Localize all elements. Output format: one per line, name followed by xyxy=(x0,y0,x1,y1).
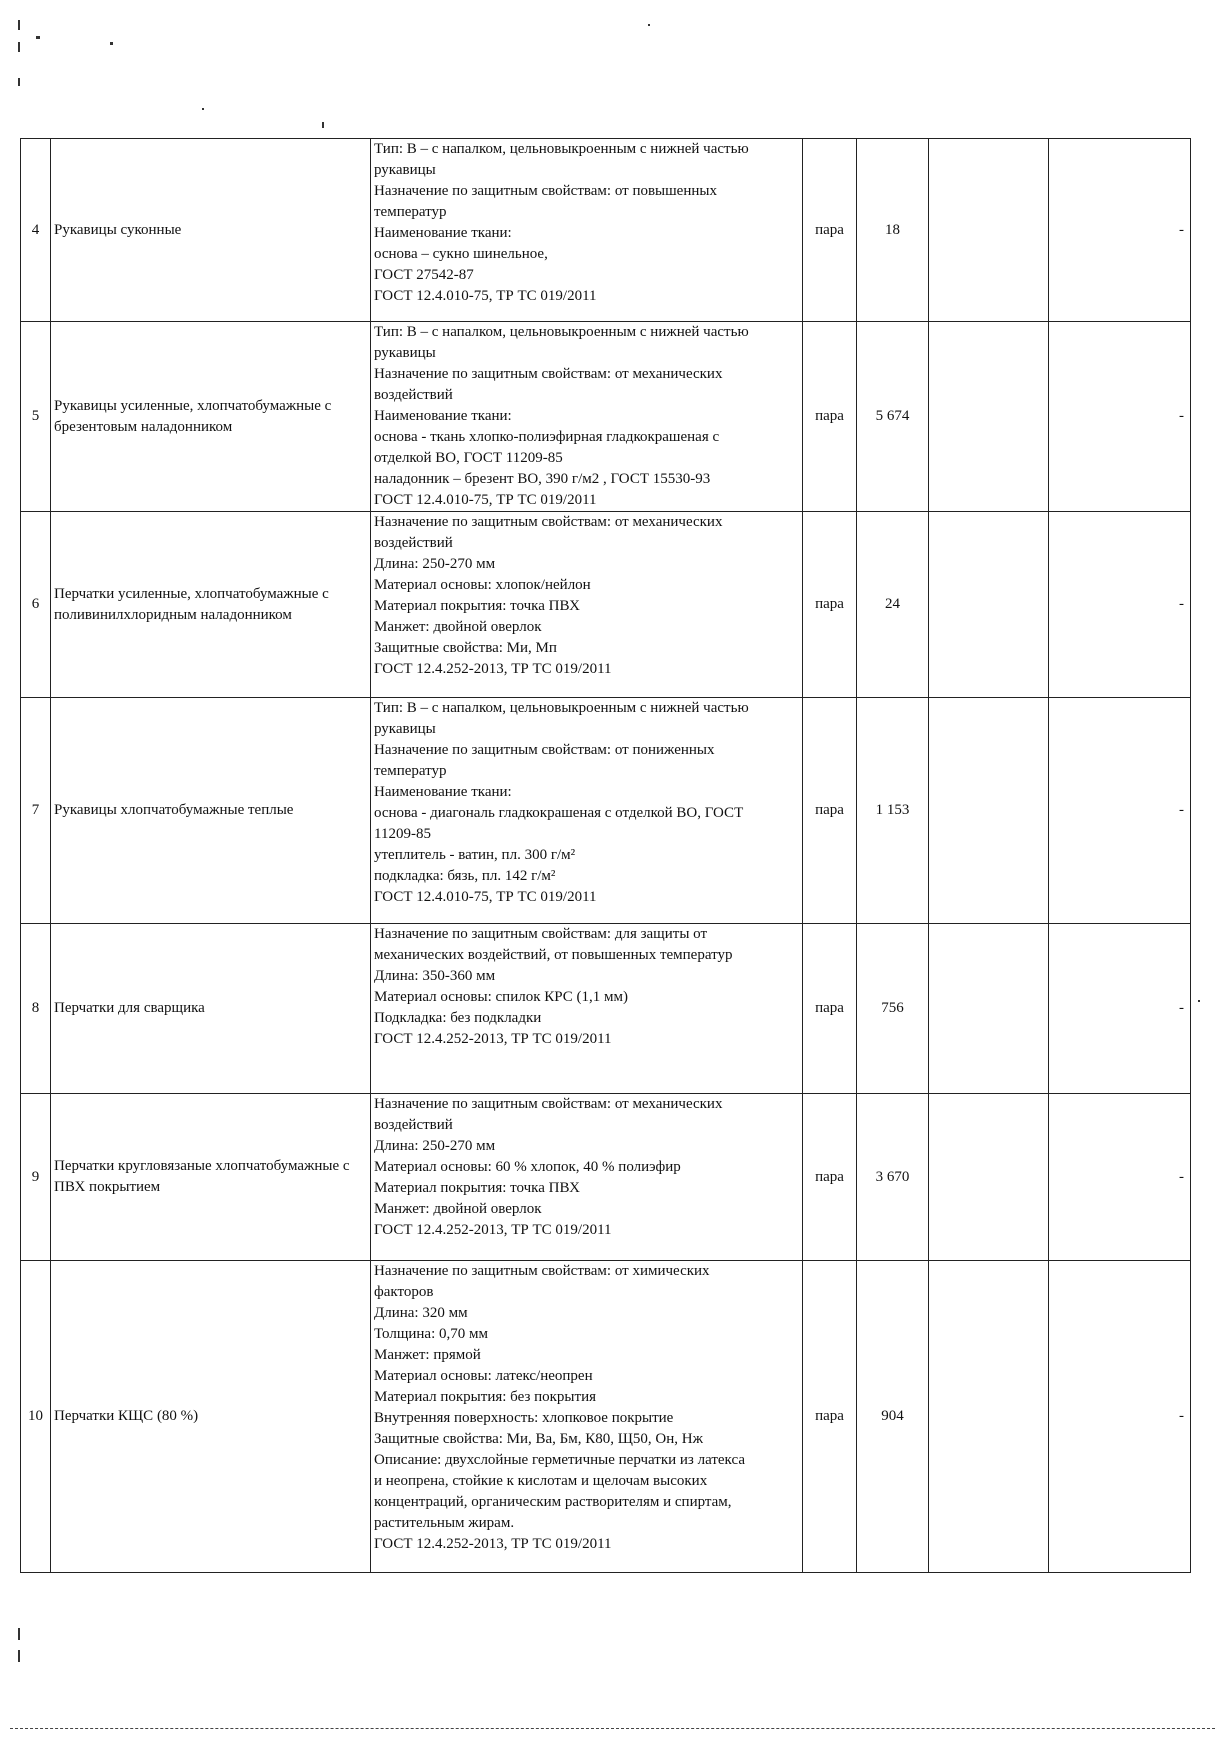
description-line: ГОСТ 12.4.252-2013, ТР ТС 019/2011 xyxy=(374,1031,612,1047)
scan-speck xyxy=(110,42,113,45)
dash-cell: - xyxy=(1049,924,1191,1094)
description-line: рукавицы xyxy=(374,162,436,178)
empty-cell xyxy=(929,139,1049,322)
unit-cell: пара xyxy=(803,1261,857,1573)
description-line: концентраций, органическим растворителям и спиртам, xyxy=(374,1494,732,1510)
scan-speck xyxy=(648,24,650,26)
empty-cell xyxy=(929,698,1049,924)
description-line: Длина: 250-270 мм xyxy=(374,556,496,572)
item-description xyxy=(371,1261,803,1573)
scan-speck xyxy=(202,108,204,110)
table-row xyxy=(21,512,1191,698)
description-line: Наименование ткани: xyxy=(374,408,512,424)
item-description xyxy=(371,139,803,322)
item-name: Перчатки кругловязаные хлопчатобумажные с ПВХ покрытием xyxy=(51,1094,371,1261)
item-name: Рукавицы усиленные, хлопчатобумажные с брезентовым наладонником xyxy=(51,322,371,512)
dash-cell: - xyxy=(1049,1094,1191,1261)
description-line: Тип: В – с напалком, цельновыкроенным с нижней частью xyxy=(374,700,749,716)
bottom-cut-line xyxy=(10,1728,1215,1729)
scan-speck xyxy=(1198,1000,1200,1002)
description-line: Манжет: прямой xyxy=(374,1347,481,1363)
description-line: ГОСТ 12.4.252-2013, ТР ТС 019/2011 xyxy=(374,1222,612,1238)
scan-speck xyxy=(18,20,20,30)
description-line: Назначение по защитным свойствам: от повышенных xyxy=(374,183,717,199)
description-line: ГОСТ 27542-87 xyxy=(374,267,474,283)
row-number: 6 xyxy=(21,512,51,698)
empty-cell xyxy=(929,322,1049,512)
description-line: Наименование ткани: xyxy=(374,784,512,800)
description-line: ГОСТ 12.4.010-75, ТР ТС 019/2011 xyxy=(374,889,597,905)
description-line: основа - ткань хлопко-полиэфирная гладкокрашеная с xyxy=(374,429,720,445)
description-line: Назначение по защитным свойствам: от химических xyxy=(374,1263,710,1279)
description-line: основа – сукно шинельное, xyxy=(374,246,548,262)
item-description xyxy=(371,322,803,512)
table-row xyxy=(21,1261,1191,1573)
empty-cell xyxy=(929,924,1049,1094)
item-description xyxy=(371,698,803,924)
description-line: Защитные свойства: Ми, Ва, Бм, К80, Щ50, Он, Нж xyxy=(374,1431,703,1447)
dash-cell: - xyxy=(1049,698,1191,924)
row-number: 7 xyxy=(21,698,51,924)
table-row xyxy=(21,1094,1191,1261)
description-line: растительным жирам. xyxy=(374,1515,515,1531)
description-line: ГОСТ 12.4.010-75, ТР ТС 019/2011 xyxy=(374,492,597,508)
quantity-cell: 904 xyxy=(857,1261,929,1573)
dash-cell: - xyxy=(1049,139,1191,322)
table-row xyxy=(21,924,1191,1094)
description-line: и неопрена, стойкие к кислотам и щелочам высоких xyxy=(374,1473,708,1489)
unit-cell: пара xyxy=(803,512,857,698)
description-line: Защитные свойства: Ми, Мп xyxy=(374,640,557,656)
description-line: Манжет: двойной оверлок xyxy=(374,1201,542,1217)
description-line: факторов xyxy=(374,1284,434,1300)
description-line: Тип: В – с напалком, цельновыкроенным с нижней частью xyxy=(374,141,749,157)
description-line: ГОСТ 12.4.010-75, ТР ТС 019/2011 xyxy=(374,288,597,304)
description-line: Длина: 320 мм xyxy=(374,1305,468,1321)
dash-cell: - xyxy=(1049,1261,1191,1573)
scan-speck xyxy=(18,78,20,86)
description-line: Материал основы: латекс/неопрен xyxy=(374,1368,593,1384)
description-line: Материал покрытия: точка ПВХ xyxy=(374,598,580,614)
table-row xyxy=(21,322,1191,512)
description-line: Назначение по защитным свойствам: от механических xyxy=(374,1096,723,1112)
description-line: наладонник – брезент ВО, 390 г/м2 , ГОСТ 15530-93 xyxy=(374,471,711,487)
item-description xyxy=(371,924,803,1094)
description-line: Материал покрытия: точка ПВХ xyxy=(374,1180,580,1196)
description-line: механических воздействий, от повышенных температур xyxy=(374,947,733,963)
item-name: Перчатки КЩС (80 %) xyxy=(51,1261,371,1573)
description-line: Назначение по защитным свойствам: от пониженных xyxy=(374,742,715,758)
row-number: 10 xyxy=(21,1261,51,1573)
quantity-cell: 1 153 xyxy=(857,698,929,924)
dash-cell: - xyxy=(1049,512,1191,698)
description-line: Материал покрытия: без покрытия xyxy=(374,1389,596,1405)
unit-cell: пара xyxy=(803,1094,857,1261)
item-name: Рукавицы суконные xyxy=(51,139,371,322)
item-name: Перчатки усиленные, хлопчатобумажные с поливинилхлоридным наладонником xyxy=(51,512,371,698)
quantity-cell: 5 674 xyxy=(857,322,929,512)
description-line: Назначение по защитным свойствам: от механических xyxy=(374,514,723,530)
row-number: 4 xyxy=(21,139,51,322)
description-line: Подкладка: без подкладки xyxy=(374,1010,542,1026)
description-line: воздействий xyxy=(374,387,453,403)
items-table xyxy=(20,138,1191,1573)
description-line: Длина: 350-360 мм xyxy=(374,968,496,984)
description-line: Назначение по защитным свойствам: для защиты от xyxy=(374,926,708,942)
unit-cell: пара xyxy=(803,322,857,512)
description-line: температур xyxy=(374,763,447,779)
scan-speck xyxy=(322,122,324,128)
scan-speck xyxy=(18,42,20,52)
unit-cell: пара xyxy=(803,924,857,1094)
quantity-cell: 18 xyxy=(857,139,929,322)
row-number: 9 xyxy=(21,1094,51,1261)
description-line: ГОСТ 12.4.252-2013, ТР ТС 019/2011 xyxy=(374,1536,612,1552)
description-line: основа - диагональ гладкокрашеная с отделкой ВО, ГОСТ xyxy=(374,805,744,821)
scan-speck xyxy=(18,1650,20,1662)
quantity-cell: 756 xyxy=(857,924,929,1094)
empty-cell xyxy=(929,1261,1049,1573)
empty-cell xyxy=(929,1094,1049,1261)
row-number: 8 xyxy=(21,924,51,1094)
description-line: Описание: двухслойные герметичные перчатки из латекса xyxy=(374,1452,745,1468)
unit-cell: пара xyxy=(803,698,857,924)
item-description xyxy=(371,1094,803,1261)
description-line: Тип: В – с напалком, цельновыкроенным с нижней частью xyxy=(374,324,749,340)
item-description xyxy=(371,512,803,698)
quantity-cell: 24 xyxy=(857,512,929,698)
description-line: 11209-85 xyxy=(374,826,431,842)
description-line: Длина: 250-270 мм xyxy=(374,1138,496,1154)
description-line: Внутренняя поверхность: хлопковое покрытие xyxy=(374,1410,674,1426)
scan-speck xyxy=(36,36,40,39)
quantity-cell: 3 670 xyxy=(857,1094,929,1261)
dash-cell: - xyxy=(1049,322,1191,512)
description-line: утеплитель - ватин, пл. 300 г/м² xyxy=(374,847,576,863)
description-line: Манжет: двойной оверлок xyxy=(374,619,542,635)
description-line: Материал основы: 60 % хлопок, 40 % полиэфир xyxy=(374,1159,681,1175)
description-line: отделкой ВО, ГОСТ 11209-85 xyxy=(374,450,563,466)
description-line: Толщина: 0,70 мм xyxy=(374,1326,488,1342)
scan-speck xyxy=(18,1628,20,1640)
description-line: температур xyxy=(374,204,447,220)
row-number: 5 xyxy=(21,322,51,512)
empty-cell xyxy=(929,512,1049,698)
description-line: Назначение по защитным свойствам: от механических xyxy=(374,366,723,382)
item-name: Перчатки для сварщика xyxy=(51,924,371,1094)
description-line: ГОСТ 12.4.252-2013, ТР ТС 019/2011 xyxy=(374,661,612,677)
unit-cell: пара xyxy=(803,139,857,322)
description-line: воздействий xyxy=(374,535,453,551)
table-row xyxy=(21,698,1191,924)
description-line: Материал основы: спилок КРС (1,1 мм) xyxy=(374,989,629,1005)
description-line: воздействий xyxy=(374,1117,453,1133)
description-line: Материал основы: хлопок/нейлон xyxy=(374,577,591,593)
item-name: Рукавицы хлопчатобумажные теплые xyxy=(51,698,371,924)
description-line: подкладка: бязь, пл. 142 г/м² xyxy=(374,868,556,884)
description-line: рукавицы xyxy=(374,721,436,737)
description-line: рукавицы xyxy=(374,345,436,361)
description-line: Наименование ткани: xyxy=(374,225,512,241)
table-row xyxy=(21,139,1191,322)
